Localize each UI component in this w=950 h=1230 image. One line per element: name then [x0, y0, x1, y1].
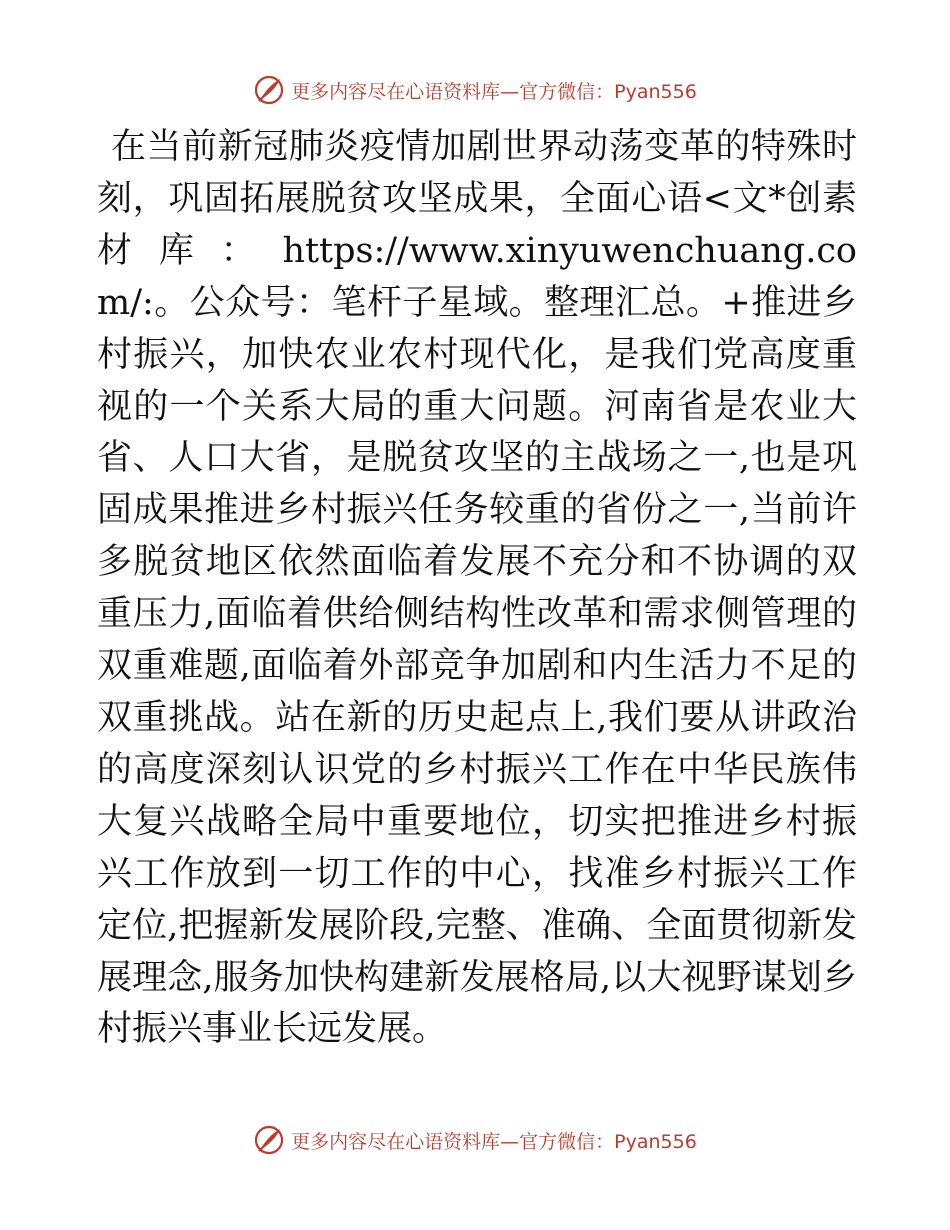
header-banner-id: Pyan556 [614, 80, 697, 103]
footer-banner-label: 更多内容尽在心语资料库—官方微信： [291, 1130, 615, 1153]
feather-pen-logo-icon [253, 74, 285, 106]
header-banner [0, 72, 950, 108]
footer-banner [0, 1122, 950, 1158]
document-paragraph: 在当前新冠肺炎疫情加剧世界动荡变革的特殊时刻，巩固拓展脱贫攻坚成果，全面心语<文*创素材库：https://www.xinyuwenchuang.com/:。公众号：笔杆子星域。整理汇总。+推进乡村振兴，加快农业农村现代化，是我们党高度重视的一个关系大局的重大问题。河南省是农业大省、人口大省，是脱贫攻坚的主战场之一,也是巩固成果推进乡村振兴任务较重的省份之一,当前许多脱贫地区依然面临着发展不充分和不协调的双重压力,面临着供给侧结构性改革和需求侧管理的双重难题,面临着外部竞争加剧和内生活力不足的双重挑战。站在新的历史起点上,我们要从讲政治的高度深刻认识党的乡村振兴工作在中华民族伟大复兴战略全局中重要地位，切实把推进乡村振兴工作放到一切工作的中心，找准乡村振兴工作定位,把握新发展阶段,完整、准确、全面贯彻新发展理念,服务加快构建新发展格局,以大视野谋划乡村振兴事业长远发展。 [97, 127, 857, 1050]
header-banner-text [291, 77, 697, 104]
footer-banner-id: Pyan556 [614, 1130, 697, 1153]
feather-pen-logo-icon [253, 1124, 285, 1156]
footer-banner-text [291, 1127, 697, 1154]
header-banner-label: 更多内容尽在心语资料库—官方微信： [291, 80, 615, 103]
document-body [97, 122, 857, 1056]
